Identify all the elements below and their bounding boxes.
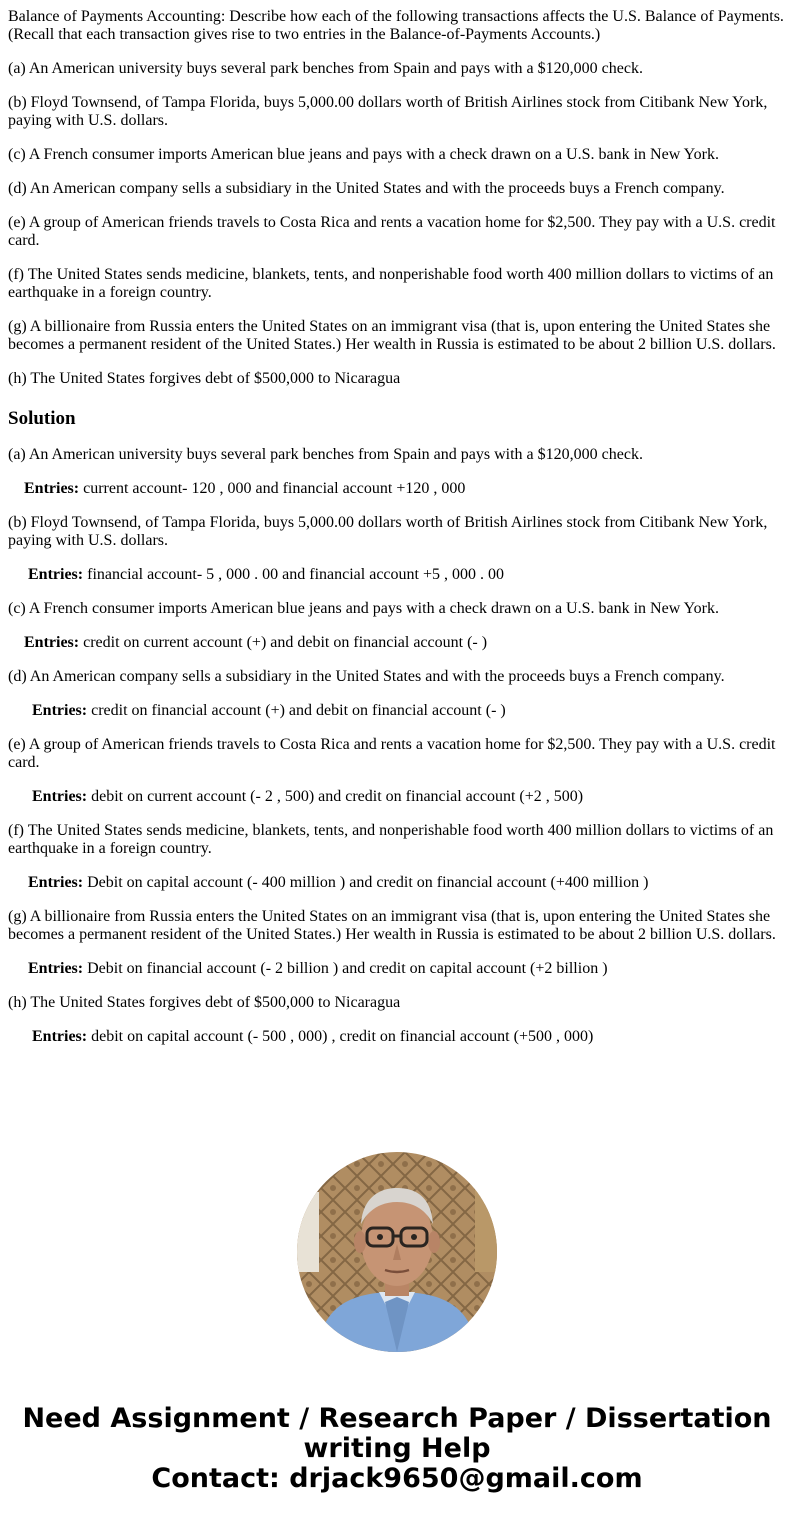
entry-text: debit on current account (- 2 , 500) and credit on financial account (+2 , 500): [91, 788, 584, 805]
solution-entry-h: [8, 1028, 788, 1046]
entry-text: Debit on financial account (- 2 billion ) and credit on capital account (+2 billion ): [87, 960, 608, 977]
entry-text: current account- 120 , 000 and financial account +120 , 000: [83, 480, 466, 497]
question-item-h: (h) The United States forgives debt of $500,000 to Nicaragua: [8, 370, 401, 387]
entry-text: credit on financial account (+) and debit on financial account (- ): [91, 702, 506, 719]
footer-banner: [0, 1404, 794, 1494]
entries-label: Entries:: [28, 874, 84, 891]
footer-contact: Contact: drjack9650@gmail.com: [151, 1463, 643, 1494]
question-item-c: (c) A French consumer imports American blue jeans and pays with a check drawn on a U.S. bank in New York.: [8, 146, 719, 163]
entries-label: Entries:: [24, 634, 80, 651]
question-item-b: (b) Floyd Townsend, of Tampa Florida, buys 5,000.00 dollars worth of British Airlines stock from Citibank New York, paying with U.S. dollars.: [8, 94, 768, 129]
entry-text: credit on current account (+) and debit on financial account (- ): [83, 634, 488, 651]
solution-question-d: (d) An American company sells a subsidiary in the United States and with the proceeds buys a French company.: [8, 668, 725, 685]
author-avatar: [297, 1152, 497, 1352]
entries-label: Entries:: [28, 566, 84, 583]
question-item-f: (f) The United States sends medicine, blankets, tents, and nonperishable food worth 400 million dollars to victims of an earthquake in a foreign country.: [8, 266, 774, 301]
entries-label: Entries:: [32, 788, 88, 805]
solution-question-e: (e) A group of American friends travels to Costa Rica and rents a vacation home for $2,500. They pay with a U.S. credit card.: [8, 736, 776, 771]
solution-question-f: (f) The United States sends medicine, blankets, tents, and nonperishable food worth 400 million dollars to victims of an earthquake in a foreign country.: [8, 822, 774, 857]
entries-label: Entries:: [32, 1028, 88, 1045]
avatar-portrait: [297, 1152, 497, 1352]
solution-entry-b: [8, 566, 788, 584]
footer-line-1: Need Assignment / Research Paper / Dissertation: [22, 1403, 772, 1434]
question-item-e: (e) A group of American friends travels to Costa Rica and rents a vacation home for $2,500. They pay with a U.S. credit card.: [8, 214, 776, 249]
question-item-d: (d) An American company sells a subsidiary in the United States and with the proceeds buys a French company.: [8, 180, 725, 197]
solution-entry-a: [8, 480, 788, 498]
solution-question-g: (g) A billionaire from Russia enters the United States on an immigrant visa (that is, upon entering the United States she becomes a permanent resident of the United States.) Her wealth in Russia is estimated to be about 2 billion U.S. dollars.: [8, 908, 776, 943]
solution-question-c: (c) A French consumer imports American blue jeans and pays with a check drawn on a U.S. bank in New York.: [8, 600, 719, 617]
question-item-a: (a) An American university buys several park benches from Spain and pays with a $120,000 check.: [8, 60, 643, 77]
entries-label: Entries:: [28, 960, 84, 977]
solution-heading: Solution: [8, 408, 76, 429]
solution-question-a: (a) An American university buys several park benches from Spain and pays with a $120,000 check.: [8, 446, 643, 463]
question-intro: Balance of Payments Accounting: Describe how each of the following transactions affects the U.S. Balance of Payments. (Recall that each transaction gives rise to two entries in the Balance-of-Payments Accounts.): [8, 8, 784, 43]
solution-entry-g: [8, 960, 788, 978]
solution-entry-e: [8, 788, 788, 806]
entries-label: Entries:: [24, 480, 80, 497]
solution-entry-c: [8, 634, 788, 652]
entry-text: Debit on capital account (- 400 million ) and credit on financial account (+400 million ): [87, 874, 649, 891]
entries-label: Entries:: [32, 702, 88, 719]
footer-line-2: writing Help: [303, 1433, 491, 1464]
solution-entry-d: [8, 702, 788, 720]
entry-text: financial account- 5 , 000 . 00 and financial account +5 , 000 . 00: [87, 566, 504, 583]
solution-entry-f: [8, 874, 788, 892]
entry-text: debit on capital account (- 500 , 000) , credit on financial account (+500 , 000): [91, 1028, 594, 1045]
solution-question-h: (h) The United States forgives debt of $500,000 to Nicaragua: [8, 994, 401, 1011]
document-body: [8, 8, 788, 1062]
solution-question-b: (b) Floyd Townsend, of Tampa Florida, buys 5,000.00 dollars worth of British Airlines stock from Citibank New York, paying with U.S. dollars.: [8, 514, 768, 549]
question-item-g: (g) A billionaire from Russia enters the United States on an immigrant visa (that is, upon entering the United States she becomes a permanent resident of the United States.) Her wealth in Russia is estimated to be about 2 billion U.S. dollars.: [8, 318, 776, 353]
